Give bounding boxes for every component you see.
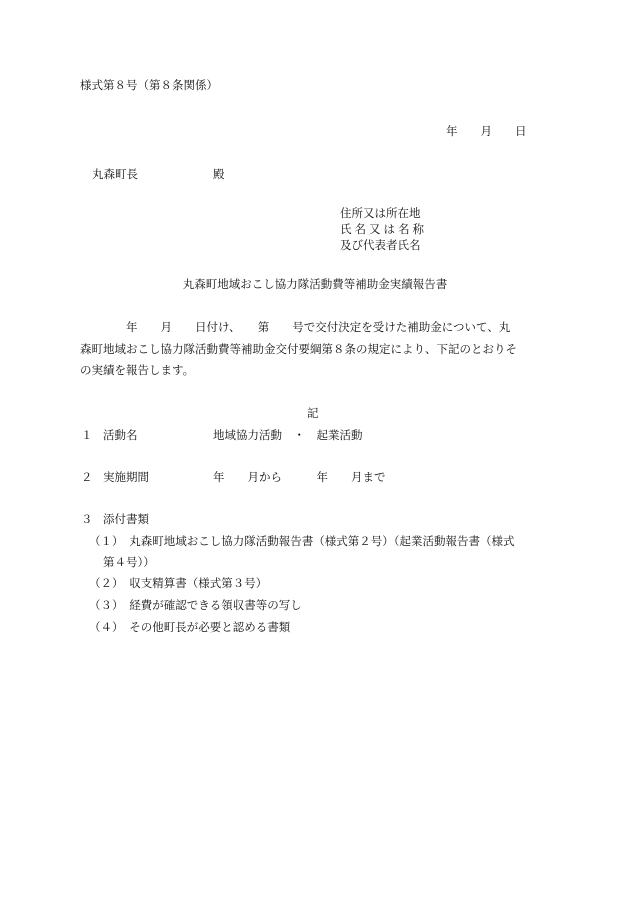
addressee-name: 丸森町長 bbox=[92, 167, 138, 181]
item-1-number: １ bbox=[81, 428, 93, 442]
attachment-1-line-1: （１） 丸森町地域おこし協力隊活動報告書（様式第２号）（起業活動報告書（様式 bbox=[89, 534, 515, 548]
date-line: 年 月 日 bbox=[446, 124, 527, 138]
item-2-value: 年 月から 年 月まで bbox=[213, 470, 386, 484]
attachment-2: （２） 収支精算書（様式第３号） bbox=[89, 576, 268, 590]
item-2-number: ２ bbox=[81, 470, 93, 484]
attachment-3: （３） 経費が確認できる領収書等の写し bbox=[89, 598, 302, 612]
item-1-value: 地域協力活動 ・ 起業活動 bbox=[213, 428, 363, 442]
addressee-honorific: 殿 bbox=[213, 167, 225, 181]
applicant-representative-label: 及び代表者氏名 bbox=[340, 238, 421, 252]
document-title: 丸森町地域おこし協力隊活動費等補助金実績報告書 bbox=[182, 277, 448, 291]
item-2-label: 実施期間 bbox=[103, 470, 149, 484]
body-line-1: 年 月 日付け、 第 号で交付決定を受けた補助金について、丸 bbox=[80, 320, 511, 334]
item-1-label: 活動名 bbox=[103, 428, 138, 442]
form-number: 様式第８号（第８条関係） bbox=[80, 78, 218, 92]
body-line-2: 森町地域おこし協力隊活動費等補助金交付要綱第８条の規定により、下記のとおりそ bbox=[80, 342, 517, 356]
attachment-1-line-2: 第４号）） bbox=[103, 555, 155, 569]
attachment-4: （４） その他町長が必要と認める書類 bbox=[89, 620, 291, 634]
ki-heading: 記 bbox=[307, 406, 319, 420]
item-3-label: 添付書類 bbox=[103, 512, 149, 526]
body-line-3: の実績を報告します。 bbox=[80, 363, 195, 377]
applicant-address-label: 住所又は所在地 bbox=[340, 206, 421, 220]
applicant-name-label: 氏名又は名称 bbox=[340, 222, 427, 236]
item-3-number: ３ bbox=[81, 512, 93, 526]
